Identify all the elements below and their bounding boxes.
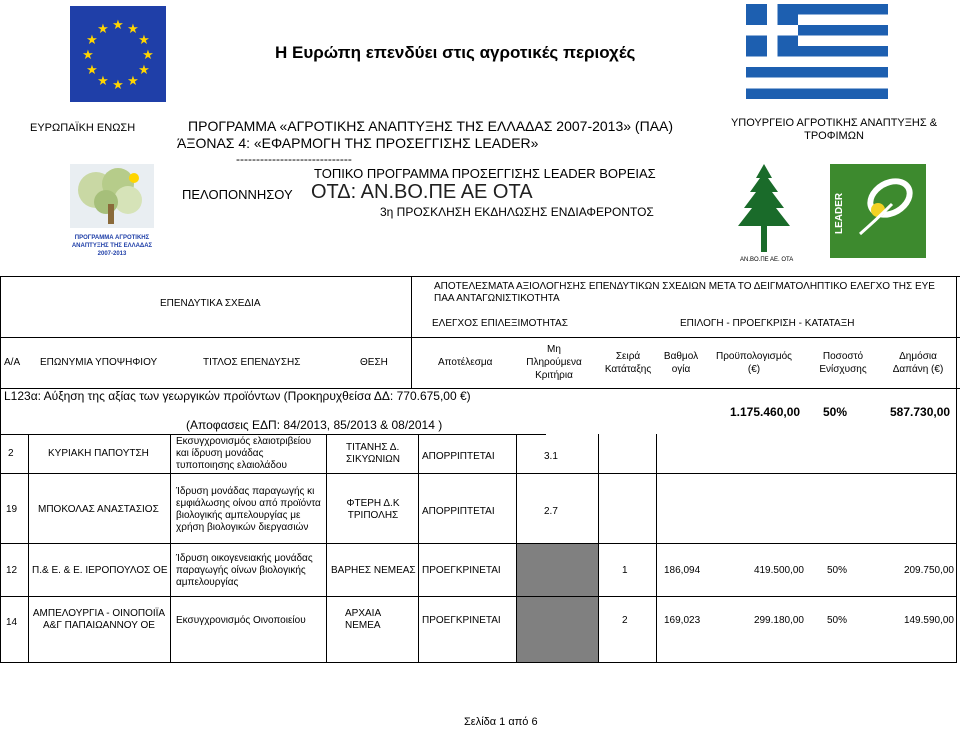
row3-title: Ίδρυση οικογενειακής μονάδας παραγωγής οίνων βιολογικής αμπελουργίας <box>176 553 313 588</box>
measure-budget: 1.175.460,00 <box>730 405 801 419</box>
col-public-1: Δημόσια <box>899 351 937 362</box>
svg-text:★: ★ <box>86 33 98 48</box>
row1-name: ΚΥΡΙΑΚΗ ΠΑΠΟΥΤΣΗ <box>48 448 149 459</box>
row2-title: Ίδρυση μονάδας παραγωγής κι εμφιάλωσης οίνου από προϊόντα βιολογικής αμπελουργίας με χρήση βιολογικών διεργασιών <box>176 486 321 533</box>
col-pct-1: Ποσοστό <box>822 351 864 362</box>
program-line-5: 3η ΠΡΟΣΚΛΗΣΗ ΕΚΔΗΛΩΣΗΣ ΕΝΔΙΑΦΕΡΟΝΤΟΣ <box>380 205 654 219</box>
measure-pct: 50% <box>823 405 848 419</box>
col-unmet-2: Πληρούμενα <box>526 357 582 368</box>
svg-text:★: ★ <box>112 78 124 93</box>
col-unmet-1: Μη <box>547 344 561 355</box>
row2-aa: 19 <box>6 504 18 515</box>
col-budget-2: (€) <box>747 364 761 375</box>
svg-text:★: ★ <box>127 22 139 37</box>
col-location: ΘΕΣΗ <box>360 357 388 368</box>
row3-score: 186,094 <box>664 565 701 576</box>
section-results-title: ΑΠΟΤΕΛΕΣΜΑΤΑ ΑΞΙΟΛΟΓΗΣΗΣ ΕΠΕΝΔΥΤΙΚΩΝ ΣΧΕΔΙΩΝ ΜΕΤΑ ΤΟ ΔΕΙΓΜΑΤΟΛΗΠΤΙΚΟ ΕΛΕΓΧΟ ΤΗΣ ΕΥΕ ΠΑΑ ΑΝΤΑΓΩΝΙΣΤΙΚΟΤΗΤΑ <box>434 281 935 304</box>
row4-score: 169,023 <box>664 615 701 626</box>
banner-title: Η Ευρώπη επενδύει στις αγροτικές περιοχές <box>275 43 636 62</box>
col-budget <box>706 350 802 376</box>
col-pct-2: Ενίσχυσης <box>819 364 867 375</box>
program-line-1: ΠΡΟΓΡΑΜΜΑ «ΑΓΡΟΤΙΚΗΣ ΑΝΑΠΤΥΞΗΣ ΤΗΣ ΕΛΛΑΔΑΣ 2007-2013» (ΠΑΑ) <box>188 118 674 134</box>
svg-text:★: ★ <box>127 74 139 89</box>
row2-location: ΦΤΕΡΗ Δ.Κ ΤΡΙΠΟΛΗΣ <box>346 498 400 521</box>
pine-tree-icon <box>728 162 800 254</box>
svg-text:★: ★ <box>112 18 124 33</box>
row2-result: ΑΠΟΡΡΙΠΤΕΤΑΙ <box>422 506 495 517</box>
unmet-cell-row3 <box>517 544 598 596</box>
leader-text: LEADER <box>834 192 845 234</box>
col-budget-1: Προϋπολογισμός <box>715 351 792 362</box>
section-left-title: ΕΠΕΝΔΥΤΙΚΑ ΣΧΕΔΙΑ <box>160 298 261 309</box>
col-title: ΤΙΤΛΟΣ ΕΠΕΝΔΥΣΗΣ <box>203 357 301 368</box>
measure-label: L123α: Αύξηση της αξίας των γεωργικών προϊόντων (Προκηρυχθείσα ΔΔ: 770.675,00 €) <box>4 389 471 403</box>
svg-text:★: ★ <box>82 48 94 63</box>
eu-label: ΕΥΡΩΠΑΪΚΗ ΕΝΩΣΗ <box>30 122 136 134</box>
col-score <box>656 350 706 376</box>
page-number: Σελίδα 1 από 6 <box>464 716 538 728</box>
col-score-2: ογία <box>671 364 691 375</box>
svg-text:★: ★ <box>97 74 109 89</box>
anvope-caption: ΑΝ.ΒΟ.ΠΕ ΑΕ. ΟΤΑ <box>740 257 794 263</box>
svg-text:★: ★ <box>138 63 150 78</box>
program-logo-text: ΠΡΟΓΡΑΜΜΑ ΑΓΡΟΤΙΚΗΣ ΑΝΑΠΤΥΞΗΣ ΤΗΣ ΕΛΛΑΔΑΣ 2007-2013 <box>71 235 153 257</box>
eu-stars-icon <box>70 6 166 102</box>
col-rank <box>598 350 658 376</box>
greek-flag-icon <box>746 4 888 99</box>
row4-pct: 50% <box>827 615 848 626</box>
leader-logo <box>830 164 926 258</box>
row3-budget: 419.500,00 <box>753 565 804 576</box>
row3-rank: 1 <box>622 565 628 576</box>
row1-result: ΑΠΟΡΡΙΠΤΕΤΑΙ <box>422 451 495 462</box>
unmet-cell-row4 <box>517 597 598 662</box>
svg-text:★: ★ <box>142 48 154 63</box>
program-line-4-left: ΠΕΛΟΠΟΝΝΗΣΟΥ <box>182 187 293 202</box>
measure-decisions: (Αποφασεις ΕΔΠ: 84/2013, 85/2013 & 08/2014 ) <box>186 418 443 432</box>
row3-result: ΠΡΟΕΓΚΡΙΝΕΤΑΙ <box>422 565 501 576</box>
program-logo <box>66 160 158 260</box>
program-line-2: ΆΞΟΝΑΣ 4: «ΕΦΑΡΜΟΓΗ ΤΗΣ ΠΡΟΣΕΓΓΙΣΗΣ LEADER» <box>177 135 539 151</box>
col-score-1: Βαθμολ <box>663 351 699 362</box>
svg-text:★: ★ <box>97 22 109 37</box>
row3-name: Π.& Ε. & Ε. ΙΕΡΟΠΟΥΛΟΣ ΟΕ <box>32 565 168 576</box>
row4-aa: 14 <box>6 617 18 628</box>
col-aa: Α/Α <box>4 357 21 368</box>
row1-title: Εκσυγχρονισμός ελαιοτριβείου και ίδρυση μονάδας τυποποιησης ελαιολάδου <box>176 436 312 471</box>
row4-rank: 2 <box>622 615 628 626</box>
row4-budget: 299.180,00 <box>753 615 804 626</box>
ministry-label: ΥΠΟΥΡΓΕΙΟ ΑΓΡΟΤΙΚΗΣ ΑΝΑΠΤΥΞΗΣ & ΤΡΟΦΙΜΩΝ <box>730 117 938 142</box>
row4-location: ΑΡΧΑΙΑ ΝΕΜΕΑ <box>345 608 382 631</box>
col-public-2: Δαπάνη (€) <box>892 364 944 375</box>
anvope-logo <box>728 162 800 262</box>
row4-public: 149.590,00 <box>903 615 954 626</box>
row1-aa: 2 <box>8 448 14 459</box>
col-public <box>878 350 958 376</box>
section-selection: ΕΠΙΛΟΓΗ - ΠΡΟΕΓΚΡΙΣΗ - ΚΑΤΑΤΑΞΗ <box>680 318 855 329</box>
program-line-3: ΤΟΠΙΚΟ ΠΡΟΓΡΑΜΜΑ ΠΡΟΣΕΓΓΙΣΗΣ LEADER ΒΟΡΕΙΑΣ <box>314 166 656 181</box>
row3-public: 209.750,00 <box>903 565 954 576</box>
eu-flag <box>70 6 166 102</box>
program-tree-icon <box>66 160 158 232</box>
program-dashes: ----------------------------- <box>236 152 352 166</box>
col-rank-2: Κατάταξης <box>604 364 652 375</box>
measure-public: 587.730,00 <box>890 405 951 419</box>
row1-location: ΤΙΤΑΝΗΣ Δ. ΣΙΚΥΩΝΙΩΝ <box>346 442 400 465</box>
row4-result: ΠΡΟΕΓΚΡΙΝΕΤΑΙ <box>422 615 501 626</box>
greek-flag <box>746 4 888 99</box>
col-result: Αποτέλεσμα <box>438 357 493 368</box>
section-eligibility: ΕΛΕΓΧΟΣ ΕΠΙΛΕΞΙΜΟΤΗΤΑΣ <box>432 318 568 329</box>
row4-title: Εκσυγχρονισμός Οινοποιείου <box>176 615 306 626</box>
row1-unmet: 3.1 <box>544 451 558 462</box>
col-unmet-3: Κριτήρια <box>535 370 573 381</box>
row3-pct: 50% <box>827 565 848 576</box>
row3-location: ΒΑΡΗΕΣ ΝΕΜΕΑΣ <box>331 565 416 576</box>
col-unmet <box>518 343 590 382</box>
row2-unmet: 2.7 <box>544 506 558 517</box>
program-line-4-right: ΟΤΔ: ΑΝ.ΒΟ.ΠΕ ΑΕ ΟΤΑ <box>311 181 533 203</box>
row3-aa: 12 <box>6 565 18 576</box>
col-rank-1: Σειρά <box>615 351 641 362</box>
svg-text:★: ★ <box>86 63 98 78</box>
svg-text:★: ★ <box>138 33 150 48</box>
row2-name: ΜΠΟΚΟΛΑΣ ΑΝΑΣΤΑΣΙΟΣ <box>38 504 159 515</box>
col-pct <box>806 350 880 376</box>
row4-name: ΑΜΠΕΛΟΥΡΓΙΑ - ΟΙΝΟΠΟΙΪΑ Α&Γ ΠΑΠΑΙΩΑΝΝΟΥ ΟΕ <box>32 608 166 631</box>
col-name: ΕΠΩΝΥΜΙΑ ΥΠΟΨΗΦΙΟΥ <box>40 357 158 368</box>
